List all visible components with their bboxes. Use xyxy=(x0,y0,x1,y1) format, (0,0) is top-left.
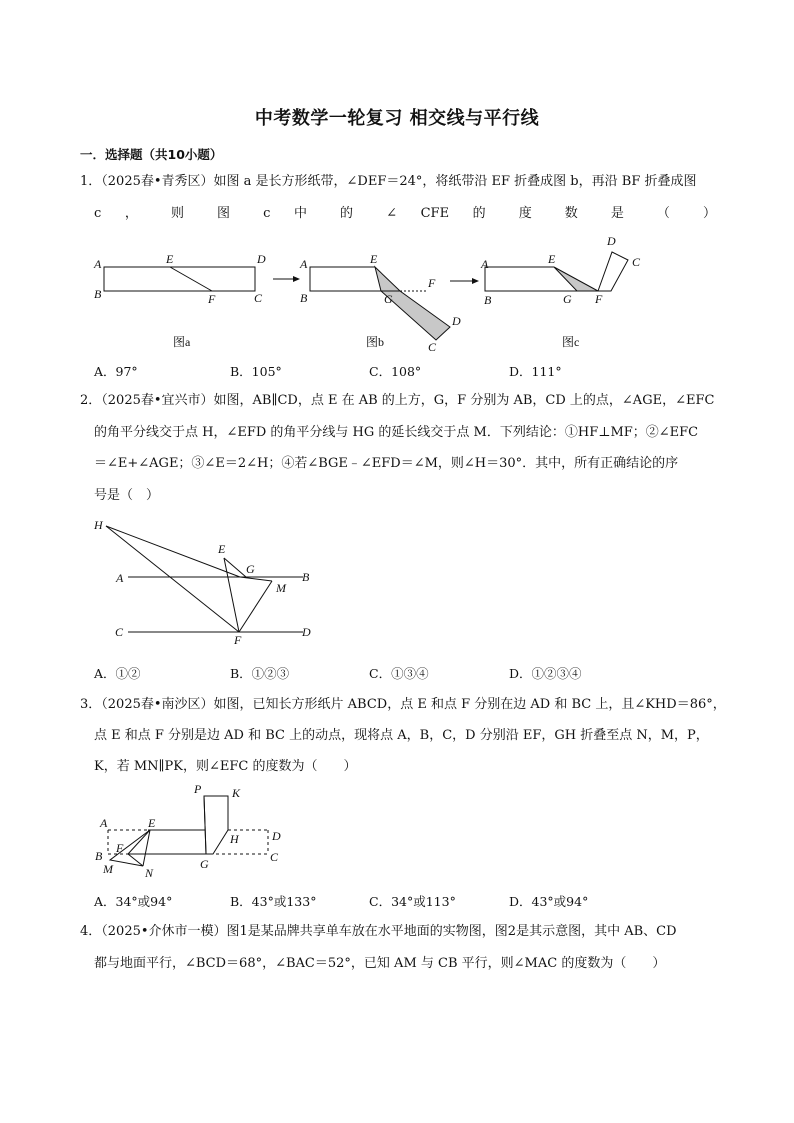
label-C: C xyxy=(270,850,279,864)
label-G: G xyxy=(384,292,393,306)
label-K: K xyxy=(232,786,241,800)
page-title: 中考数学一轮复习 相交线与平行线 xyxy=(254,108,540,129)
label-E: E xyxy=(548,252,556,266)
q4-line-1: 4．（2025•介休市一模）图1是某品牌共享单车放在水平地面的实物图，图2是其示意图，其中 AB、CD xyxy=(80,924,677,939)
label-B: B xyxy=(94,287,102,301)
label-D: D xyxy=(302,625,311,639)
fig-1c xyxy=(480,234,641,349)
fig-1a xyxy=(93,252,266,349)
q1-options xyxy=(94,362,714,380)
q3-figure xyxy=(88,780,298,885)
label-E: E xyxy=(370,252,378,266)
label-C: C xyxy=(254,291,263,305)
label-C: C xyxy=(632,255,641,269)
q4-line-2: 都与地面平行，∠BCD＝68°，∠BAC＝52°，已知 AM 与 CB 平行，则∠MAC 的度数为（ ） xyxy=(94,956,666,971)
label-D: D xyxy=(452,314,461,328)
caption-b: 图b xyxy=(366,335,385,349)
q3-options xyxy=(94,892,714,910)
label-A: A xyxy=(116,571,124,585)
q2-option-d[interactable]: D．①②③④ xyxy=(509,666,582,681)
q2-options xyxy=(94,664,714,682)
q2-option-b[interactable]: B．①②③ xyxy=(230,666,290,681)
q2-line-2: 的角平分线交于点 H，∠EFD 的角平分线与 HG 的延长线交于点 M．下列结论：①HF⊥MF；②∠EFC xyxy=(94,425,699,440)
caption-c: 图c xyxy=(562,335,580,349)
label-N: N xyxy=(145,866,154,880)
label-D: D xyxy=(607,234,616,248)
label-F: F xyxy=(208,292,216,306)
label-G: G xyxy=(246,562,255,576)
q3-line-1: 3．（2025春•南沙区）如图，已知长方形纸片 ABCD，点 E 和点 F 分别在边 AD 和 BC 上，且∠KHD＝86°， xyxy=(80,697,726,712)
q3-line-3: K，若 MN∥PK，则∠EFC 的度数为（ ） xyxy=(94,759,357,774)
q1-figure xyxy=(88,232,648,357)
label-D: D xyxy=(272,829,281,843)
label-D: D xyxy=(257,252,266,266)
q1-option-b[interactable]: B．105° xyxy=(230,364,282,379)
q2-option-c[interactable]: C．①③④ xyxy=(369,666,429,681)
caption-a: 图a xyxy=(173,335,191,349)
label-P: P xyxy=(194,782,202,796)
q3-line-2: 点 E 和点 F 分别是边 AD 和 BC 上的动点，现将点 A，B，C，D 分别沿 EF，GH 折叠至点 N，M，P， xyxy=(94,728,709,743)
label-A: A xyxy=(300,257,308,271)
q2-line-1: 2．（2025春•宜兴市）如图，AB∥CD，点 E 在 AB 的上方，G，F 分别为 AB，CD 上的点，∠AGE，∠EFC xyxy=(80,393,715,408)
label-E: E xyxy=(148,816,156,830)
fig-1b xyxy=(299,252,461,354)
label-B: B xyxy=(95,849,103,863)
label-F: F xyxy=(428,276,436,290)
q2-line-3: ＝∠E+∠AGE；③∠E＝2∠H；④若∠BGE﹣∠EFD＝∠M，则∠H＝30°．其中，所有正确结论的序 xyxy=(94,456,679,471)
label-F: F xyxy=(234,633,242,647)
label-M: M xyxy=(276,581,286,595)
label-B: B xyxy=(484,293,492,307)
label-E: E xyxy=(218,542,226,556)
q1-option-a[interactable]: A．97° xyxy=(94,364,138,379)
section-heading: 一．选择题（共10小题） xyxy=(80,147,223,162)
q3-option-a[interactable]: A．34°或94° xyxy=(94,894,173,909)
q1-option-c[interactable]: C．108° xyxy=(369,364,422,379)
q2-option-a[interactable]: A．①② xyxy=(94,666,141,681)
q2-figure xyxy=(88,512,328,647)
q1-line-2: c ， 则 图 c 中 的 ∠ CFE 的 度 数 是 （ ） xyxy=(94,206,716,221)
label-H: H xyxy=(94,518,103,532)
q1-option-d[interactable]: D．111° xyxy=(509,364,562,379)
label-H: H xyxy=(230,832,239,846)
label-A: A xyxy=(94,257,102,271)
label-A: A xyxy=(100,816,108,830)
q3-option-d[interactable]: D．43°或94° xyxy=(509,894,589,909)
label-C: C xyxy=(428,340,437,354)
label-M: M xyxy=(103,862,113,876)
label-B: B xyxy=(300,291,308,305)
q1-line-1: 1．（2025春•青秀区）如图 a 是长方形纸带，∠DEF＝24°，将纸带沿 EF 折叠成图 b，再沿 BF 折叠成图 xyxy=(80,174,697,189)
q3-option-b[interactable]: B．43°或133° xyxy=(230,894,317,909)
q2-line-4: 号是（ ） xyxy=(94,488,160,503)
label-F: F xyxy=(595,292,603,306)
label-A: A xyxy=(481,257,489,271)
label-E: E xyxy=(166,252,174,266)
label-G: G xyxy=(200,857,209,871)
label-C: C xyxy=(115,625,124,639)
q3-option-c[interactable]: C．34°或113° xyxy=(369,894,456,909)
label-B: B xyxy=(302,570,310,584)
label-F: F xyxy=(116,841,124,855)
label-G: G xyxy=(563,292,572,306)
